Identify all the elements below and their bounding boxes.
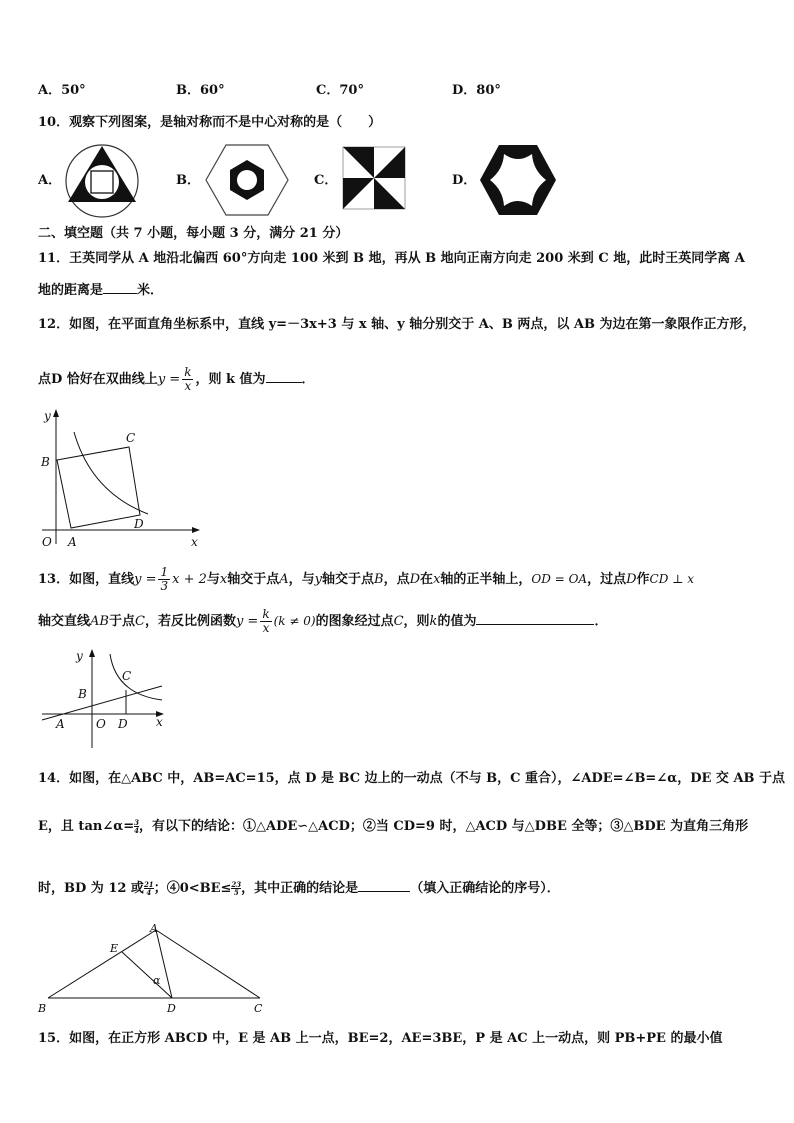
answer-blank [476, 611, 594, 625]
q14-figure [36, 920, 272, 1018]
q14-line2: E，且 tan∠α= $\frac{3}{4}$ ，有以下的结论：①△ADE∽△ACD；②当 CD=9 时，△ACD 与△DBE 全等；③△BDE 为直角三角形 [38, 818, 749, 835]
q13-label-a: A [56, 717, 65, 731]
q12-label-b: B [41, 455, 50, 469]
answer-blank [358, 878, 410, 892]
q15-question: 15．如图，在正方形 ABCD 中，E 是 AB 上一点，BE=2，AE=3BE，P 是 AC 上一动点，则 PB+PE 的最小值 [38, 1031, 723, 1046]
q13-label-y: y [76, 649, 83, 663]
q13-line1: 13．如图，直线y = $\frac{1}{3}$ x + 2与x轴交于点A，与y轴交于点B，点D在x轴的正半轴上，OD = OA，过点D作CD ⊥ x [38, 565, 695, 593]
q13-label-x: x [156, 715, 163, 729]
q12-label-c: C [126, 431, 136, 445]
section-heading: 二、填空题（共 7 小题，每小题 3 分，满分 21 分） [38, 226, 349, 241]
q10-option-d-label: D． [452, 173, 477, 188]
answer-blank [266, 369, 302, 383]
q10-option-c-label: C． [314, 173, 338, 188]
q14-line1: 14．如图，在△ABC 中，AB=AC=15，点 D 是 BC 边上的一动点（不与 B，C 重合），∠ADE=∠B=∠α，DE 交 AB 于点 [38, 771, 786, 786]
q9-option-c: C．70° [316, 83, 364, 98]
q13-label-d: D [118, 717, 128, 731]
q13-line2: 轴交直线AB于点C，若反比例函数y = $\frac{k}{x}$ (k ≠ 0)的图象经过点C，则k的值为 ． [38, 607, 608, 635]
q12-label-o: O [42, 535, 52, 549]
q12-label-d: D [134, 517, 144, 531]
q10-option-b-label: B． [176, 173, 200, 188]
q10-figure-a [64, 142, 140, 220]
q9-option-d: D．80° [452, 83, 501, 98]
q14-label-c: C [254, 1002, 263, 1015]
q13-label-b: B [78, 687, 87, 701]
q9-option-a: A．50° [38, 83, 86, 98]
q10-figure-d [478, 142, 558, 218]
q12-line2: 点D 恰好在双曲线上y = $\frac{k}{x}$ ，则 k 值为 ． [38, 365, 315, 393]
q14-label-alpha: α [153, 974, 161, 987]
q14-label-a: A [150, 922, 158, 935]
q13-label-o: O [96, 717, 106, 731]
q13-label-c: C [122, 669, 132, 683]
q12-label-y: y [44, 409, 51, 423]
q11-line1: 11．王英同学从 A 地沿北偏西 60°方向走 100 米到 B 地，再从 B 地向正南方向走 200 米到 C 地，此时王英同学离 A [38, 251, 745, 266]
q14-label-d: D [167, 1002, 176, 1015]
q10-option-a-label: A． [38, 173, 62, 188]
q9-option-b: B．60° [176, 83, 225, 98]
q12-label-x: x [191, 535, 198, 549]
q14-label-b: B [38, 1002, 47, 1015]
q12-label-a: A [68, 535, 77, 549]
q10-figure-c [342, 146, 406, 210]
q13-figure [38, 646, 170, 752]
q11-line2: 地的距离是 米． [38, 280, 163, 300]
q12-line1: 12．如图，在平面直角坐标系中，直线 y=－3x+3 与 x 轴、y 轴分别交于 A、B 两点，以 AB 为边在第一象限作正方形， [38, 317, 756, 332]
q12-figure [36, 404, 206, 550]
q10-question: 10．观察下列图案，是轴对称而不是中心对称的是（ ） [38, 115, 382, 130]
q10-figure-b [204, 142, 290, 218]
q14-line3: 时，BD 为 12 或 $\frac{21}{4}$ ；④0<BE≤ $\frac{23}{5}$ ，其中正确的结论是 （填入正确结论的序号）． [38, 880, 560, 897]
q14-label-e: E [110, 942, 119, 955]
answer-blank [103, 280, 137, 294]
